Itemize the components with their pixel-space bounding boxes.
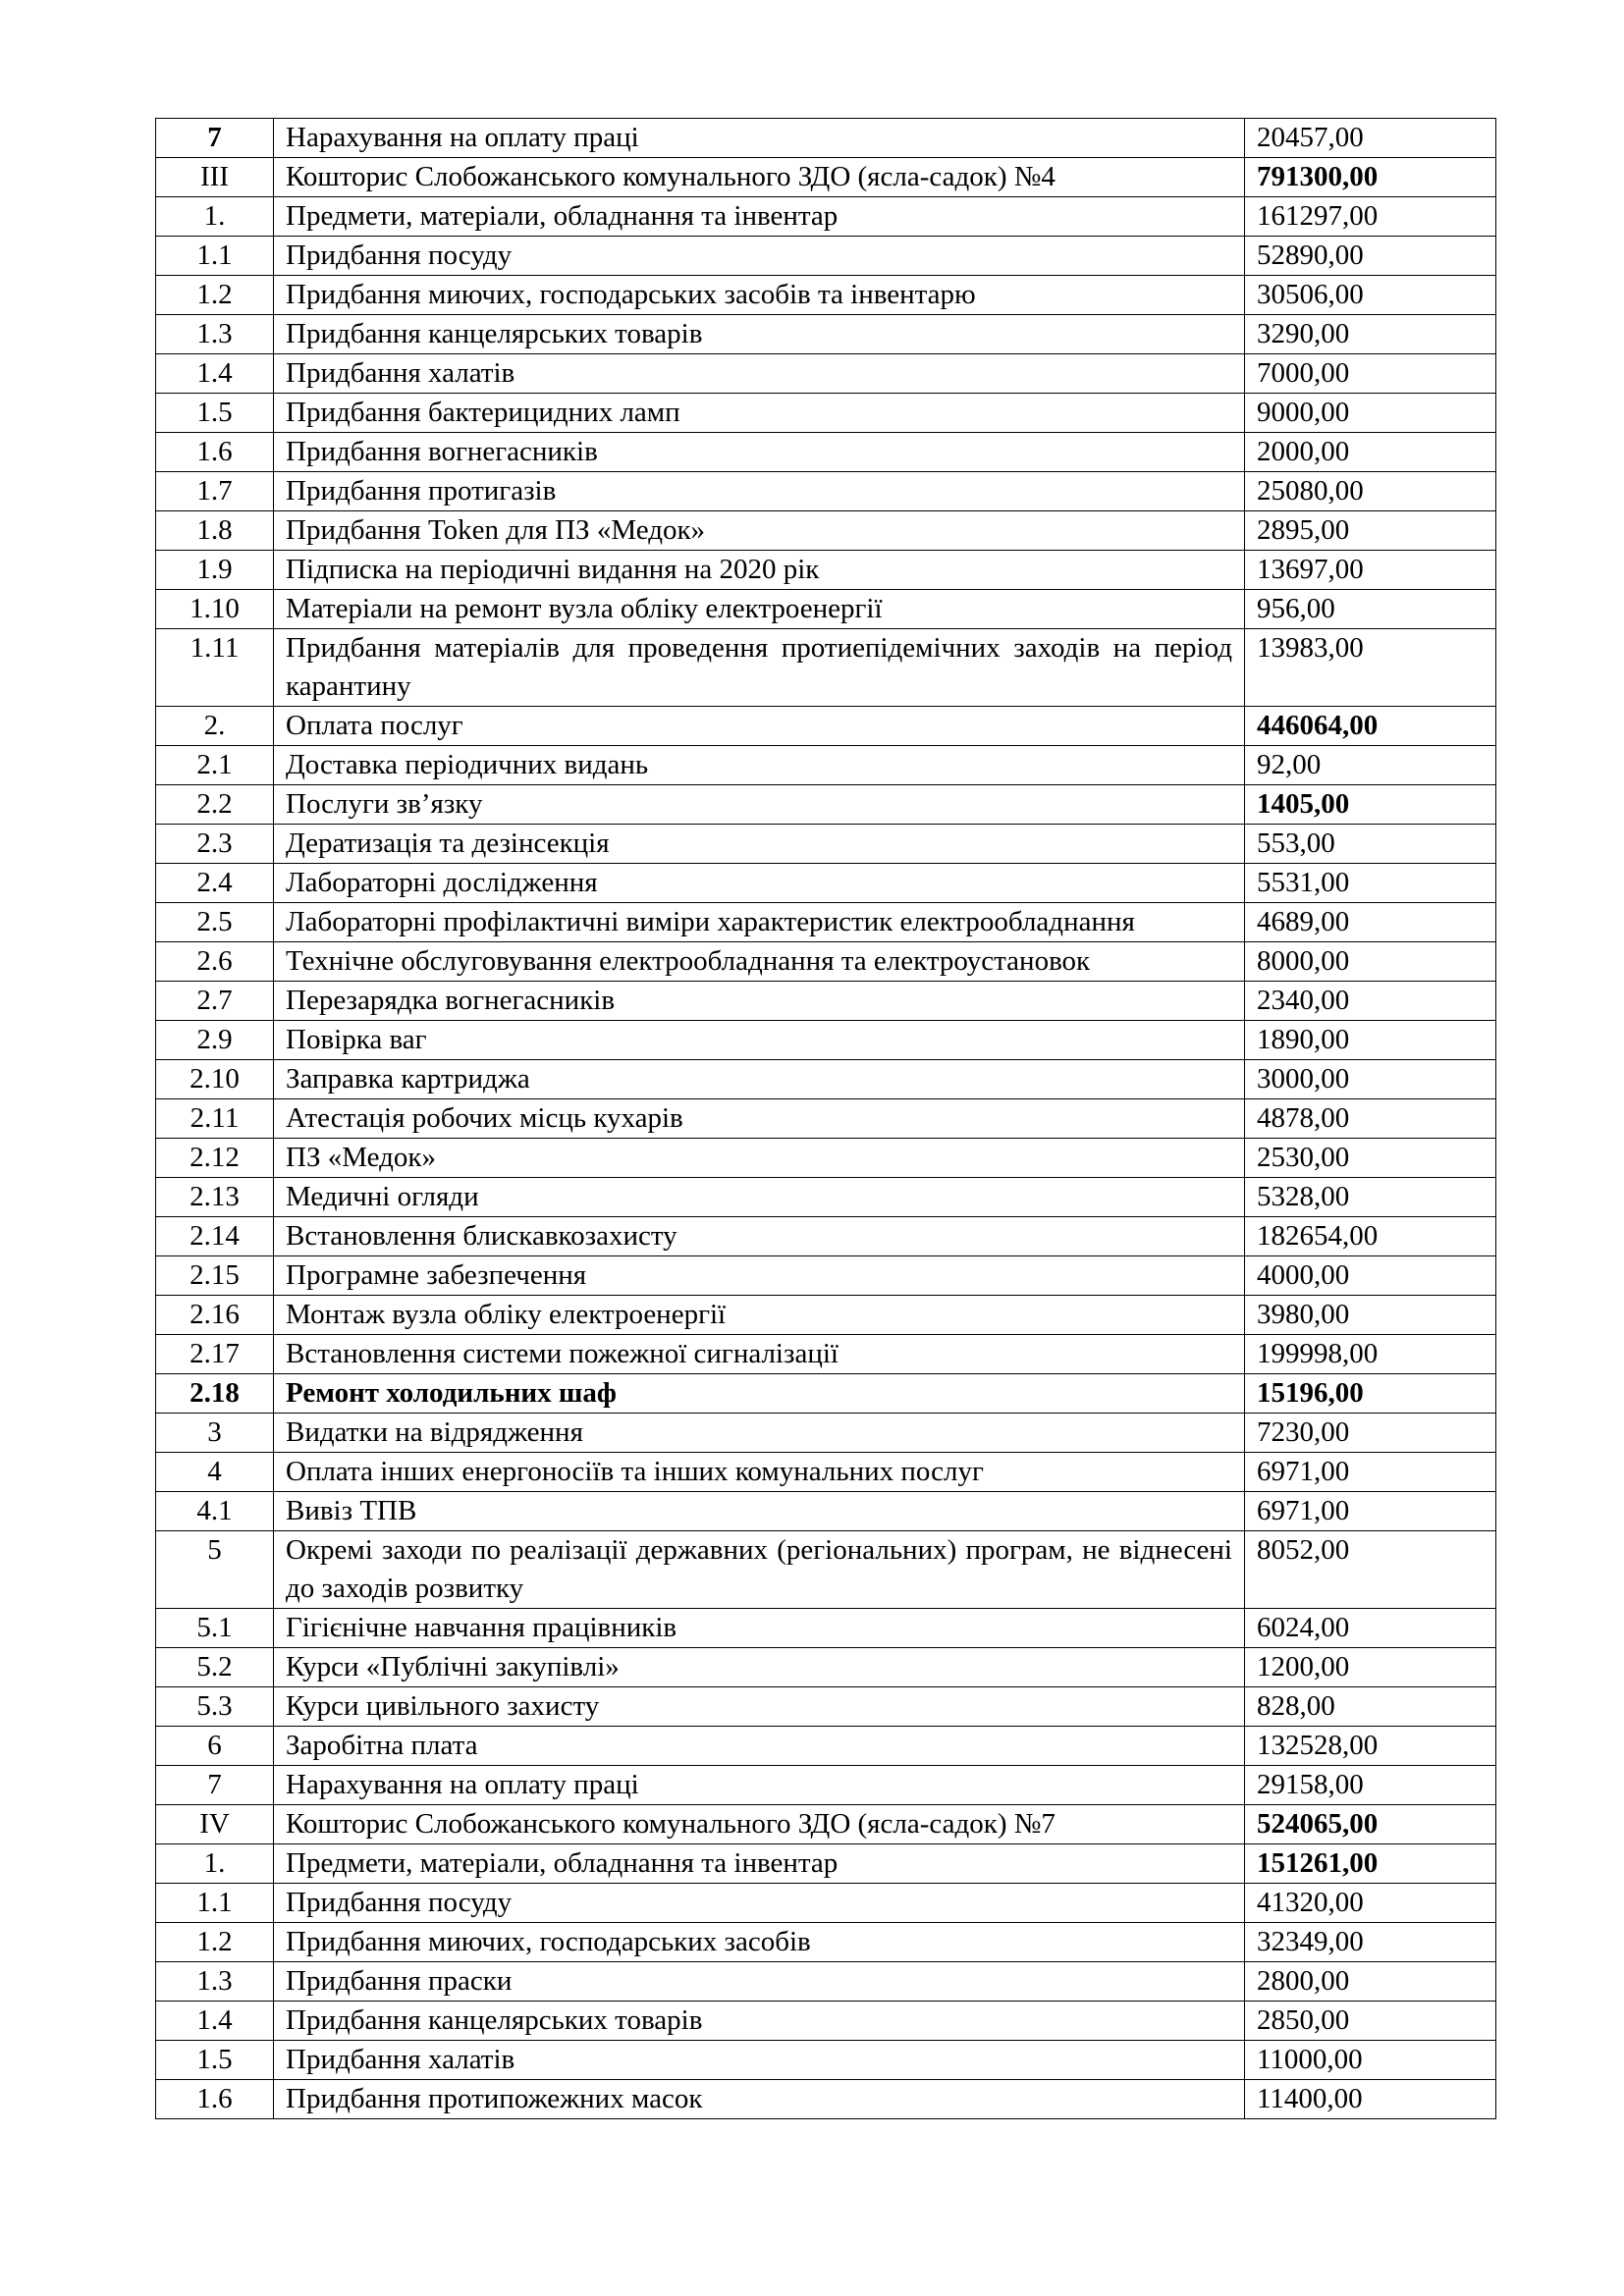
row-number-cell: IV [156, 1805, 274, 1844]
item-name-cell: Вивіз ТПВ [274, 1492, 1245, 1531]
amount-cell: 6024,00 [1245, 1609, 1496, 1648]
amount-cell: 828,00 [1245, 1687, 1496, 1727]
item-name-cell: Програмне забезпечення [274, 1256, 1245, 1296]
amount-cell: 132528,00 [1245, 1727, 1496, 1766]
table-row [156, 864, 1496, 903]
row-number-cell: 4 [156, 1453, 274, 1492]
item-name-cell: Повірка ваг [274, 1021, 1245, 1060]
table-row [156, 1178, 1496, 1217]
row-number-cell: 2.11 [156, 1099, 274, 1139]
table-row [156, 394, 1496, 433]
row-number-cell: 2.3 [156, 825, 274, 864]
item-name-cell: Предмети, матеріали, обладнання та інвентар [274, 197, 1245, 237]
item-name-cell: Кошторис Слобожанського комунального ЗДО (ясла-садок) №4 [274, 158, 1245, 197]
table-row [156, 1962, 1496, 2002]
item-name-cell: ПЗ «Медок» [274, 1139, 1245, 1178]
row-number-cell: 1. [156, 197, 274, 237]
amount-cell: 199998,00 [1245, 1335, 1496, 1374]
row-number-cell: 5.3 [156, 1687, 274, 1727]
amount-cell: 20457,00 [1245, 119, 1496, 158]
table-row [156, 1884, 1496, 1923]
amount-cell: 4000,00 [1245, 1256, 1496, 1296]
amount-cell: 956,00 [1245, 590, 1496, 629]
row-number-cell: 7 [156, 1766, 274, 1805]
row-number-cell: 2.10 [156, 1060, 274, 1099]
item-name-cell: Гігієнічне навчання працівників [274, 1609, 1245, 1648]
row-number-cell: 1.5 [156, 2041, 274, 2080]
amount-cell: 2800,00 [1245, 1962, 1496, 2002]
amount-cell: 92,00 [1245, 746, 1496, 785]
amount-cell: 8000,00 [1245, 942, 1496, 982]
amount-cell: 182654,00 [1245, 1217, 1496, 1256]
amount-cell: 3980,00 [1245, 1296, 1496, 1335]
table-row [156, 511, 1496, 551]
table-row [156, 1060, 1496, 1099]
amount-cell: 30506,00 [1245, 276, 1496, 315]
item-name-cell: Лабораторні дослідження [274, 864, 1245, 903]
amount-cell: 8052,00 [1245, 1531, 1496, 1609]
table-row [156, 903, 1496, 942]
table-row [156, 1139, 1496, 1178]
item-name-cell: Матеріали на ремонт вузла обліку електроенергії [274, 590, 1245, 629]
row-number-cell: 6 [156, 1727, 274, 1766]
table-row [156, 1099, 1496, 1139]
amount-cell: 4689,00 [1245, 903, 1496, 942]
row-number-cell: 2.17 [156, 1335, 274, 1374]
row-number-cell: 5 [156, 1531, 274, 1609]
item-name-cell: Заробітна плата [274, 1727, 1245, 1766]
item-name-cell: Послуги зв’язку [274, 785, 1245, 825]
row-number-cell: 1.10 [156, 590, 274, 629]
row-number-cell: 2.14 [156, 1217, 274, 1256]
row-number-cell: 1.1 [156, 237, 274, 276]
amount-cell: 15196,00 [1245, 1374, 1496, 1414]
row-number-cell: 2.1 [156, 746, 274, 785]
table-row [156, 942, 1496, 982]
row-number-cell: 1.6 [156, 433, 274, 472]
table-row [156, 1923, 1496, 1962]
item-name-cell: Придбання праски [274, 1962, 1245, 2002]
item-name-cell: Заправка картриджа [274, 1060, 1245, 1099]
row-number-cell: 1.4 [156, 2002, 274, 2041]
budget-table-body [156, 119, 1496, 2119]
table-row [156, 1727, 1496, 1766]
item-name-cell: Підписка на періодичні видання на 2020 рік [274, 551, 1245, 590]
table-row [156, 2041, 1496, 2080]
table-row [156, 785, 1496, 825]
item-name-cell: Придбання матеріалів для проведення протиепідемічних заходів на період карантину [274, 629, 1245, 707]
item-name-cell: Медичні огляди [274, 1178, 1245, 1217]
amount-cell: 6971,00 [1245, 1492, 1496, 1531]
item-name-cell: Придбання миючих, господарських засобів та інвентарю [274, 276, 1245, 315]
row-number-cell: 2.5 [156, 903, 274, 942]
table-row [156, 1335, 1496, 1374]
row-number-cell: 5.2 [156, 1648, 274, 1687]
table-row [156, 315, 1496, 354]
row-number-cell: 3 [156, 1414, 274, 1453]
amount-cell: 2850,00 [1245, 2002, 1496, 2041]
item-name-cell: Нарахування на оплату праці [274, 119, 1245, 158]
table-row [156, 1296, 1496, 1335]
table-row [156, 1453, 1496, 1492]
table-row [156, 707, 1496, 746]
row-number-cell: 1.3 [156, 315, 274, 354]
amount-cell: 11400,00 [1245, 2080, 1496, 2119]
table-row [156, 1609, 1496, 1648]
table-row [156, 1844, 1496, 1884]
table-row [156, 158, 1496, 197]
row-number-cell: 7 [156, 119, 274, 158]
budget-table [155, 118, 1496, 2119]
row-number-cell: 1.6 [156, 2080, 274, 2119]
item-name-cell: Перезарядка вогнегасників [274, 982, 1245, 1021]
item-name-cell: Доставка періодичних видань [274, 746, 1245, 785]
amount-cell: 11000,00 [1245, 2041, 1496, 2080]
amount-cell: 791300,00 [1245, 158, 1496, 197]
amount-cell: 524065,00 [1245, 1805, 1496, 1844]
row-number-cell: 2.18 [156, 1374, 274, 1414]
row-number-cell: 1. [156, 1844, 274, 1884]
item-name-cell: Курси «Публічні закупівлі» [274, 1648, 1245, 1687]
item-name-cell: Предмети, матеріали, обладнання та інвентар [274, 1844, 1245, 1884]
item-name-cell: Ремонт холодильних шаф [274, 1374, 1245, 1414]
row-number-cell: 1.9 [156, 551, 274, 590]
item-name-cell: Придбання протигазів [274, 472, 1245, 511]
table-row [156, 1687, 1496, 1727]
amount-cell: 9000,00 [1245, 394, 1496, 433]
amount-cell: 1405,00 [1245, 785, 1496, 825]
item-name-cell: Придбання протипожежних масок [274, 2080, 1245, 2119]
item-name-cell: Придбання посуду [274, 1884, 1245, 1923]
amount-cell: 7230,00 [1245, 1414, 1496, 1453]
row-number-cell: 2.7 [156, 982, 274, 1021]
table-row [156, 1492, 1496, 1531]
item-name-cell: Придбання халатів [274, 2041, 1245, 2080]
row-number-cell: 1.5 [156, 394, 274, 433]
row-number-cell: 1.1 [156, 1884, 274, 1923]
amount-cell: 151261,00 [1245, 1844, 1496, 1884]
item-name-cell: Нарахування на оплату праці [274, 1766, 1245, 1805]
amount-cell: 446064,00 [1245, 707, 1496, 746]
amount-cell: 2895,00 [1245, 511, 1496, 551]
item-name-cell: Придбання халатів [274, 354, 1245, 394]
row-number-cell: 4.1 [156, 1492, 274, 1531]
row-number-cell: 1.11 [156, 629, 274, 707]
amount-cell: 25080,00 [1245, 472, 1496, 511]
amount-cell: 2530,00 [1245, 1139, 1496, 1178]
row-number-cell: 1.4 [156, 354, 274, 394]
row-number-cell: 2. [156, 707, 274, 746]
item-name-cell: Дератизація та дезінсекція [274, 825, 1245, 864]
row-number-cell: 5.1 [156, 1609, 274, 1648]
table-row [156, 472, 1496, 511]
item-name-cell: Лабораторні профілактичні виміри характеристик електрообладнання [274, 903, 1245, 942]
item-name-cell: Монтаж вузла обліку електроенергії [274, 1296, 1245, 1335]
amount-cell: 6971,00 [1245, 1453, 1496, 1492]
item-name-cell: Технічне обслуговування електрообладнання та електроустановок [274, 942, 1245, 982]
table-row [156, 1805, 1496, 1844]
table-row [156, 2080, 1496, 2119]
amount-cell: 5328,00 [1245, 1178, 1496, 1217]
item-name-cell: Встановлення системи пожежної сигналізації [274, 1335, 1245, 1374]
item-name-cell: Встановлення блискавкозахисту [274, 1217, 1245, 1256]
item-name-cell: Видатки на відрядження [274, 1414, 1245, 1453]
table-row [156, 433, 1496, 472]
item-name-cell: Придбання вогнегасників [274, 433, 1245, 472]
amount-cell: 13697,00 [1245, 551, 1496, 590]
table-row [156, 1256, 1496, 1296]
item-name-cell: Придбання канцелярських товарів [274, 2002, 1245, 2041]
amount-cell: 553,00 [1245, 825, 1496, 864]
table-row [156, 1648, 1496, 1687]
row-number-cell: III [156, 158, 274, 197]
amount-cell: 161297,00 [1245, 197, 1496, 237]
amount-cell: 32349,00 [1245, 1923, 1496, 1962]
table-row [156, 825, 1496, 864]
amount-cell: 4878,00 [1245, 1099, 1496, 1139]
row-number-cell: 2.16 [156, 1296, 274, 1335]
table-row [156, 2002, 1496, 2041]
table-row [156, 1414, 1496, 1453]
table-row [156, 629, 1496, 707]
item-name-cell: Оплата інших енергоносіїв та інших комунальних послуг [274, 1453, 1245, 1492]
amount-cell: 2340,00 [1245, 982, 1496, 1021]
row-number-cell: 2.13 [156, 1178, 274, 1217]
item-name-cell: Окремі заходи по реалізації державних (регіональних) програм, не віднесені до заходів розвитку [274, 1531, 1245, 1609]
table-row [156, 354, 1496, 394]
item-name-cell: Придбання миючих, господарських засобів [274, 1923, 1245, 1962]
table-row [156, 551, 1496, 590]
row-number-cell: 2.2 [156, 785, 274, 825]
item-name-cell: Придбання Token для ПЗ «Медок» [274, 511, 1245, 551]
item-name-cell: Придбання посуду [274, 237, 1245, 276]
table-row [156, 746, 1496, 785]
table-row [156, 590, 1496, 629]
table-row [156, 1766, 1496, 1805]
row-number-cell: 2.9 [156, 1021, 274, 1060]
table-row [156, 119, 1496, 158]
row-number-cell: 2.4 [156, 864, 274, 903]
row-number-cell: 1.2 [156, 276, 274, 315]
item-name-cell: Атестація робочих місць кухарів [274, 1099, 1245, 1139]
row-number-cell: 2.12 [156, 1139, 274, 1178]
table-row [156, 1021, 1496, 1060]
amount-cell: 2000,00 [1245, 433, 1496, 472]
item-name-cell: Курси цивільного захисту [274, 1687, 1245, 1727]
amount-cell: 5531,00 [1245, 864, 1496, 903]
item-name-cell: Придбання бактерицидних ламп [274, 394, 1245, 433]
table-row [156, 982, 1496, 1021]
item-name-cell: Придбання канцелярських товарів [274, 315, 1245, 354]
row-number-cell: 1.2 [156, 1923, 274, 1962]
row-number-cell: 1.8 [156, 511, 274, 551]
amount-cell: 7000,00 [1245, 354, 1496, 394]
amount-cell: 1200,00 [1245, 1648, 1496, 1687]
row-number-cell: 1.7 [156, 472, 274, 511]
amount-cell: 29158,00 [1245, 1766, 1496, 1805]
row-number-cell: 2.6 [156, 942, 274, 982]
amount-cell: 1890,00 [1245, 1021, 1496, 1060]
table-row [156, 1531, 1496, 1609]
amount-cell: 52890,00 [1245, 237, 1496, 276]
row-number-cell: 2.15 [156, 1256, 274, 1296]
item-name-cell: Оплата послуг [274, 707, 1245, 746]
amount-cell: 3290,00 [1245, 315, 1496, 354]
table-row [156, 1217, 1496, 1256]
table-row [156, 276, 1496, 315]
table-row [156, 197, 1496, 237]
table-row [156, 237, 1496, 276]
row-number-cell: 1.3 [156, 1962, 274, 2002]
amount-cell: 41320,00 [1245, 1884, 1496, 1923]
document-page [155, 118, 1495, 2119]
item-name-cell: Кошторис Слобожанського комунального ЗДО (ясла-садок) №7 [274, 1805, 1245, 1844]
amount-cell: 3000,00 [1245, 1060, 1496, 1099]
table-row [156, 1374, 1496, 1414]
amount-cell: 13983,00 [1245, 629, 1496, 707]
